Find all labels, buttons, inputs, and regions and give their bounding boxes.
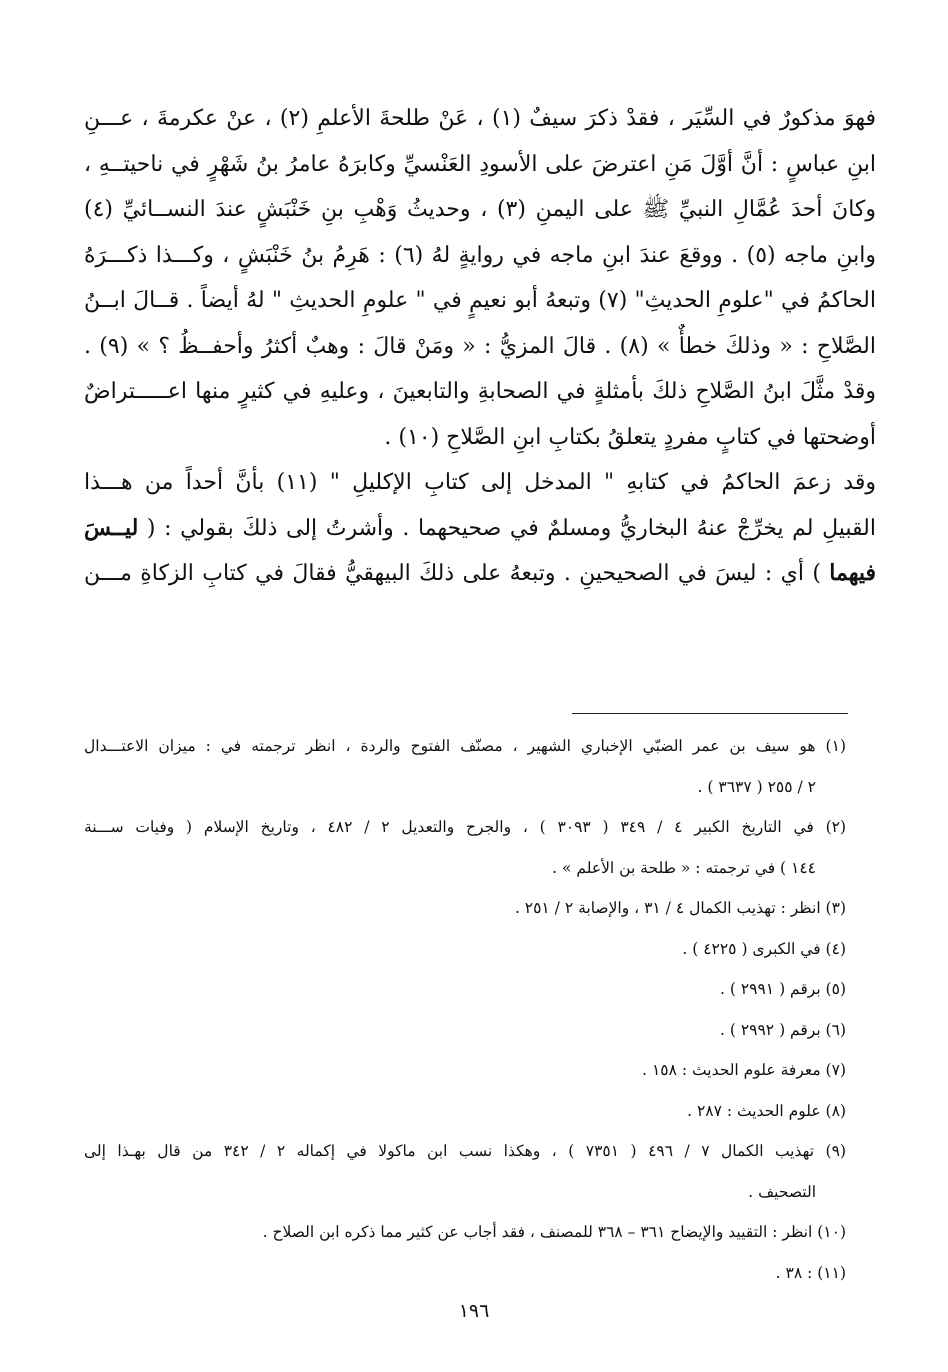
text-line-content: القبيلِ لم يخرِّجْ عنهُ البخاريُّ ومسلمٌ في صحيحهما . وأشرتُ إلى ذلكَ بقولي : ( [146, 515, 876, 541]
text-line: وابنِ ماجه (٥) . ووقعَ عندَ ابنِ ماجه في روايةٍ لهُ (٦) : هَرِمُ بنُ خَنْبَشٍ ، وكـــذا ذكـــرَهُ [84, 242, 876, 268]
footnote-line: (١٠) انظر : التقييد والإيضاح ٣٦١ – ٣٦٨ للمصنف ، فقد أجاب عن كثير مما ذكره ابن الصلاح . [262, 1223, 846, 1241]
footnote-line: (٦) برقم ( ٢٩٩٢ ) . [720, 1020, 846, 1039]
footnote-line: ٢ / ٢٥٥ ( ٣٦٣٧ ) . [697, 777, 816, 796]
text-line: وقدْ مثَّلَ ابنُ الصَّلاحِ ذلكَ بأمثلةٍ في الصحابةِ والتابعينَ ، وعليهِ في كثيرٍ منها اعـــــتراضٌ [84, 379, 876, 404]
footnotes [84, 726, 846, 1293]
text-line [84, 551, 876, 597]
footnote-line: (٣) انظر : تهذيب الكمال ٤ / ٣١ ، والإصابة ٢ / ٢٥١ . [514, 899, 846, 917]
text-line-content: ) أي : ليسَ في الصحيحينِ . وتبعهُ على ذلكَ البيهقيُّ فقالَ في كتابِ الزكاةِ مـــن [84, 561, 821, 586]
page-number: ١٩٦ [458, 1300, 490, 1322]
text-line: وكانَ أحدَ عُمَّالِ النبيِّ ﷺ على اليمنِ (٣) ، وحديثُ وَهْبِ بنِ خَنْبَشٍ عندَ النســائيِّ (٤) [84, 197, 876, 222]
footnote-line: (١) هو سيف بن عمر الضبّي الإخباري الشهير ، مصنّف الفتوح والردة ، انظر ترجمته في : ميزان الاعتـــدال [84, 737, 846, 755]
footnote-line: (٤) في الكبرى ( ٤٢٢٥ ) . [682, 939, 846, 958]
footnote-line: (٢) في التاريخ الكبير ٤ / ٣٤٩ ( ٣٠٩٣ ) ، والجرح والتعديل ٢ / ٤٨٢ ، وتاريخ الإسلام ( وفيات ســـنة [84, 818, 846, 836]
text-line: وقد زعمَ الحاكمُ في كتابهِ " المدخل إلى كتابِ الإكليلِ " (١١) بأنَّ أحداً من هـــذا [84, 470, 876, 495]
bold-phrase: فيهما [829, 560, 876, 586]
footnote-line: (١١) : ٣٨ . [775, 1263, 846, 1282]
text-line: أوضحتها في كتابٍ مفردٍ يتعلقُ بكتابِ ابنِ الصَّلاحِ (١٠) . [384, 424, 876, 450]
footnote-line: (٥) برقم ( ٢٩٩١ ) . [720, 980, 846, 998]
bold-phrase: ليــسَ [84, 514, 139, 541]
text-line: فهوَ مذكورٌ في السِّيَر ، فقدْ ذكرَ سيفٌ (١) ، عَنْ طلحةَ الأعلمِ (٢) ، عنْ عكرمةَ ، عـــنِ [84, 106, 876, 131]
footnote-line: (٩) تهذيب الكمال ٧ / ٤٩٦ ( ٧٣٥١ ) ، وهكذا نسب ابن ماكولا في إكماله ٢ / ٣٤٢ من قال بهـذا إلى [84, 1142, 846, 1160]
footnote-line: التصحيف . [748, 1182, 816, 1201]
main-text [84, 96, 876, 597]
footnote-line: ١٤٤ ) في ترجمته : « طلحة بن الأعلم » . [552, 858, 816, 877]
footnote-line: (٧) معرفة علوم الحديث : ١٥٨ . [642, 1061, 846, 1079]
text-line: الحاكمُ في "علومِ الحديثِ" (٧) وتبعهُ أبو نعيمٍ في " علومِ الحديثِ " لهُ أيضاً . قــالَ ابــنُ [84, 288, 876, 313]
text-line: الصَّلاحِ : « وذلكَ خطأٌ » (٨) . قالَ المزيُّ : « ومَنْ قالَ : وهبٌ أكثرُ وأحفــظُ ؟ » (٩) . [84, 333, 876, 359]
text-line [84, 506, 876, 552]
footnote-separator [572, 713, 848, 714]
text-line: ابنِ عباسٍ : أنَّ أوَّلَ مَنِ اعترضَ على الأسودِ العَنْسيِّ وكابرَهُ عامرُ بنُ شَهْرٍ في ناحيتــهِ ، [84, 151, 876, 177]
footnote-line: (٨) علوم الحديث : ٢٨٧ . [687, 1101, 846, 1120]
